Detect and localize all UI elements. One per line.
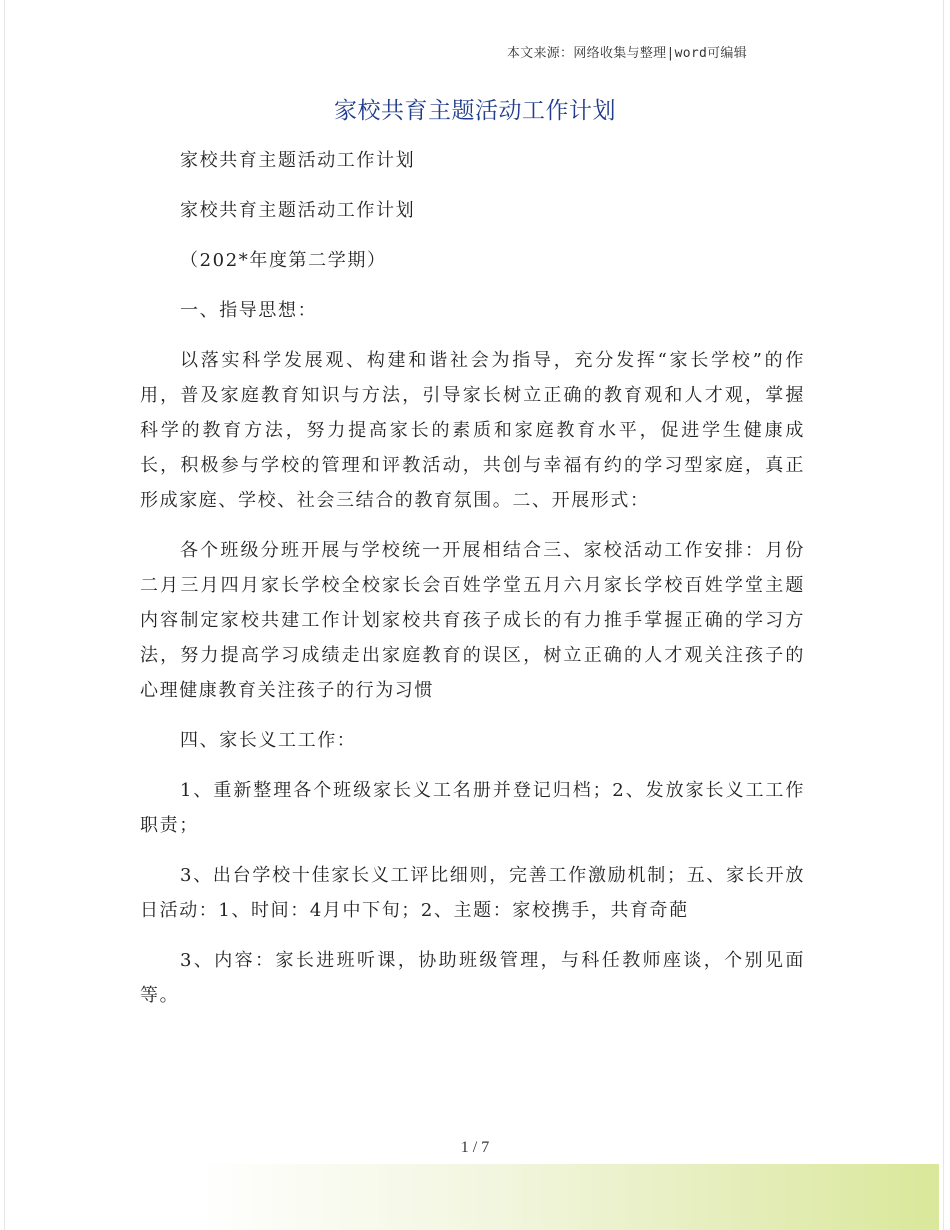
body-paragraph: 以落实科学发展观、构建和谐社会为指导，充分发挥“家长学校”的作用，普及家庭教育知识与方法，引导家长树立正确的教育观和人才观，掌握科学的教育方法，努力提高家长的素质和家庭教育水平，促进学生健康成长，积极参与学校的管理和评教活动，共创与幸福有约的学习型家庭，真正形成家庭、学校、社会三结合的教育氛围。二、开展形式： xyxy=(140,350,805,511)
document-body xyxy=(140,143,805,1028)
section-heading: 四、家长义工工作： xyxy=(180,730,357,751)
body-paragraph: 各个班级分班开展与学校统一开展相结合三、家校活动工作安排：月份二月三月四月家长学校全校家长会百姓学堂五月六月家长学校百姓学堂主题内容制定家校共建工作计划家校共育孩子成长的有力推手掌握正确的学习方法，努力提高学习成绩走出家庭教育的误区，树立正确的人才观关注孩子的心理健康教育关注孩子的行为习惯 xyxy=(140,540,805,701)
semester-line: （202*年度第二学期） xyxy=(180,250,387,271)
subtitle-line: 家校共育主题活动工作计划 xyxy=(180,200,416,221)
body-paragraph: 3、出台学校十佳家长义工评比细则，完善工作激励机制；五、家长开放日活动：1、时间：4月中下旬；2、主题：家校携手，共育奇葩 xyxy=(140,865,805,921)
body-paragraph: 1、重新整理各个班级家长义工名册并登记归档；2、发放家长义工工作职责； xyxy=(140,780,805,836)
footer-decoration xyxy=(195,1164,939,1230)
subtitle-line: 家校共育主题活动工作计划 xyxy=(180,150,416,171)
source-note: 本文来源：网络收集与整理|word可编辑 xyxy=(506,46,747,61)
document-title: 家校共育主题活动工作计划 xyxy=(334,98,616,124)
body-paragraph: 3、内容：家长进班听课，协助班级管理，与科任教师座谈，个别见面等。 xyxy=(140,950,805,1006)
page-number: 1 / 7 xyxy=(460,1139,490,1156)
section-heading: 一、指导思想： xyxy=(180,300,318,321)
